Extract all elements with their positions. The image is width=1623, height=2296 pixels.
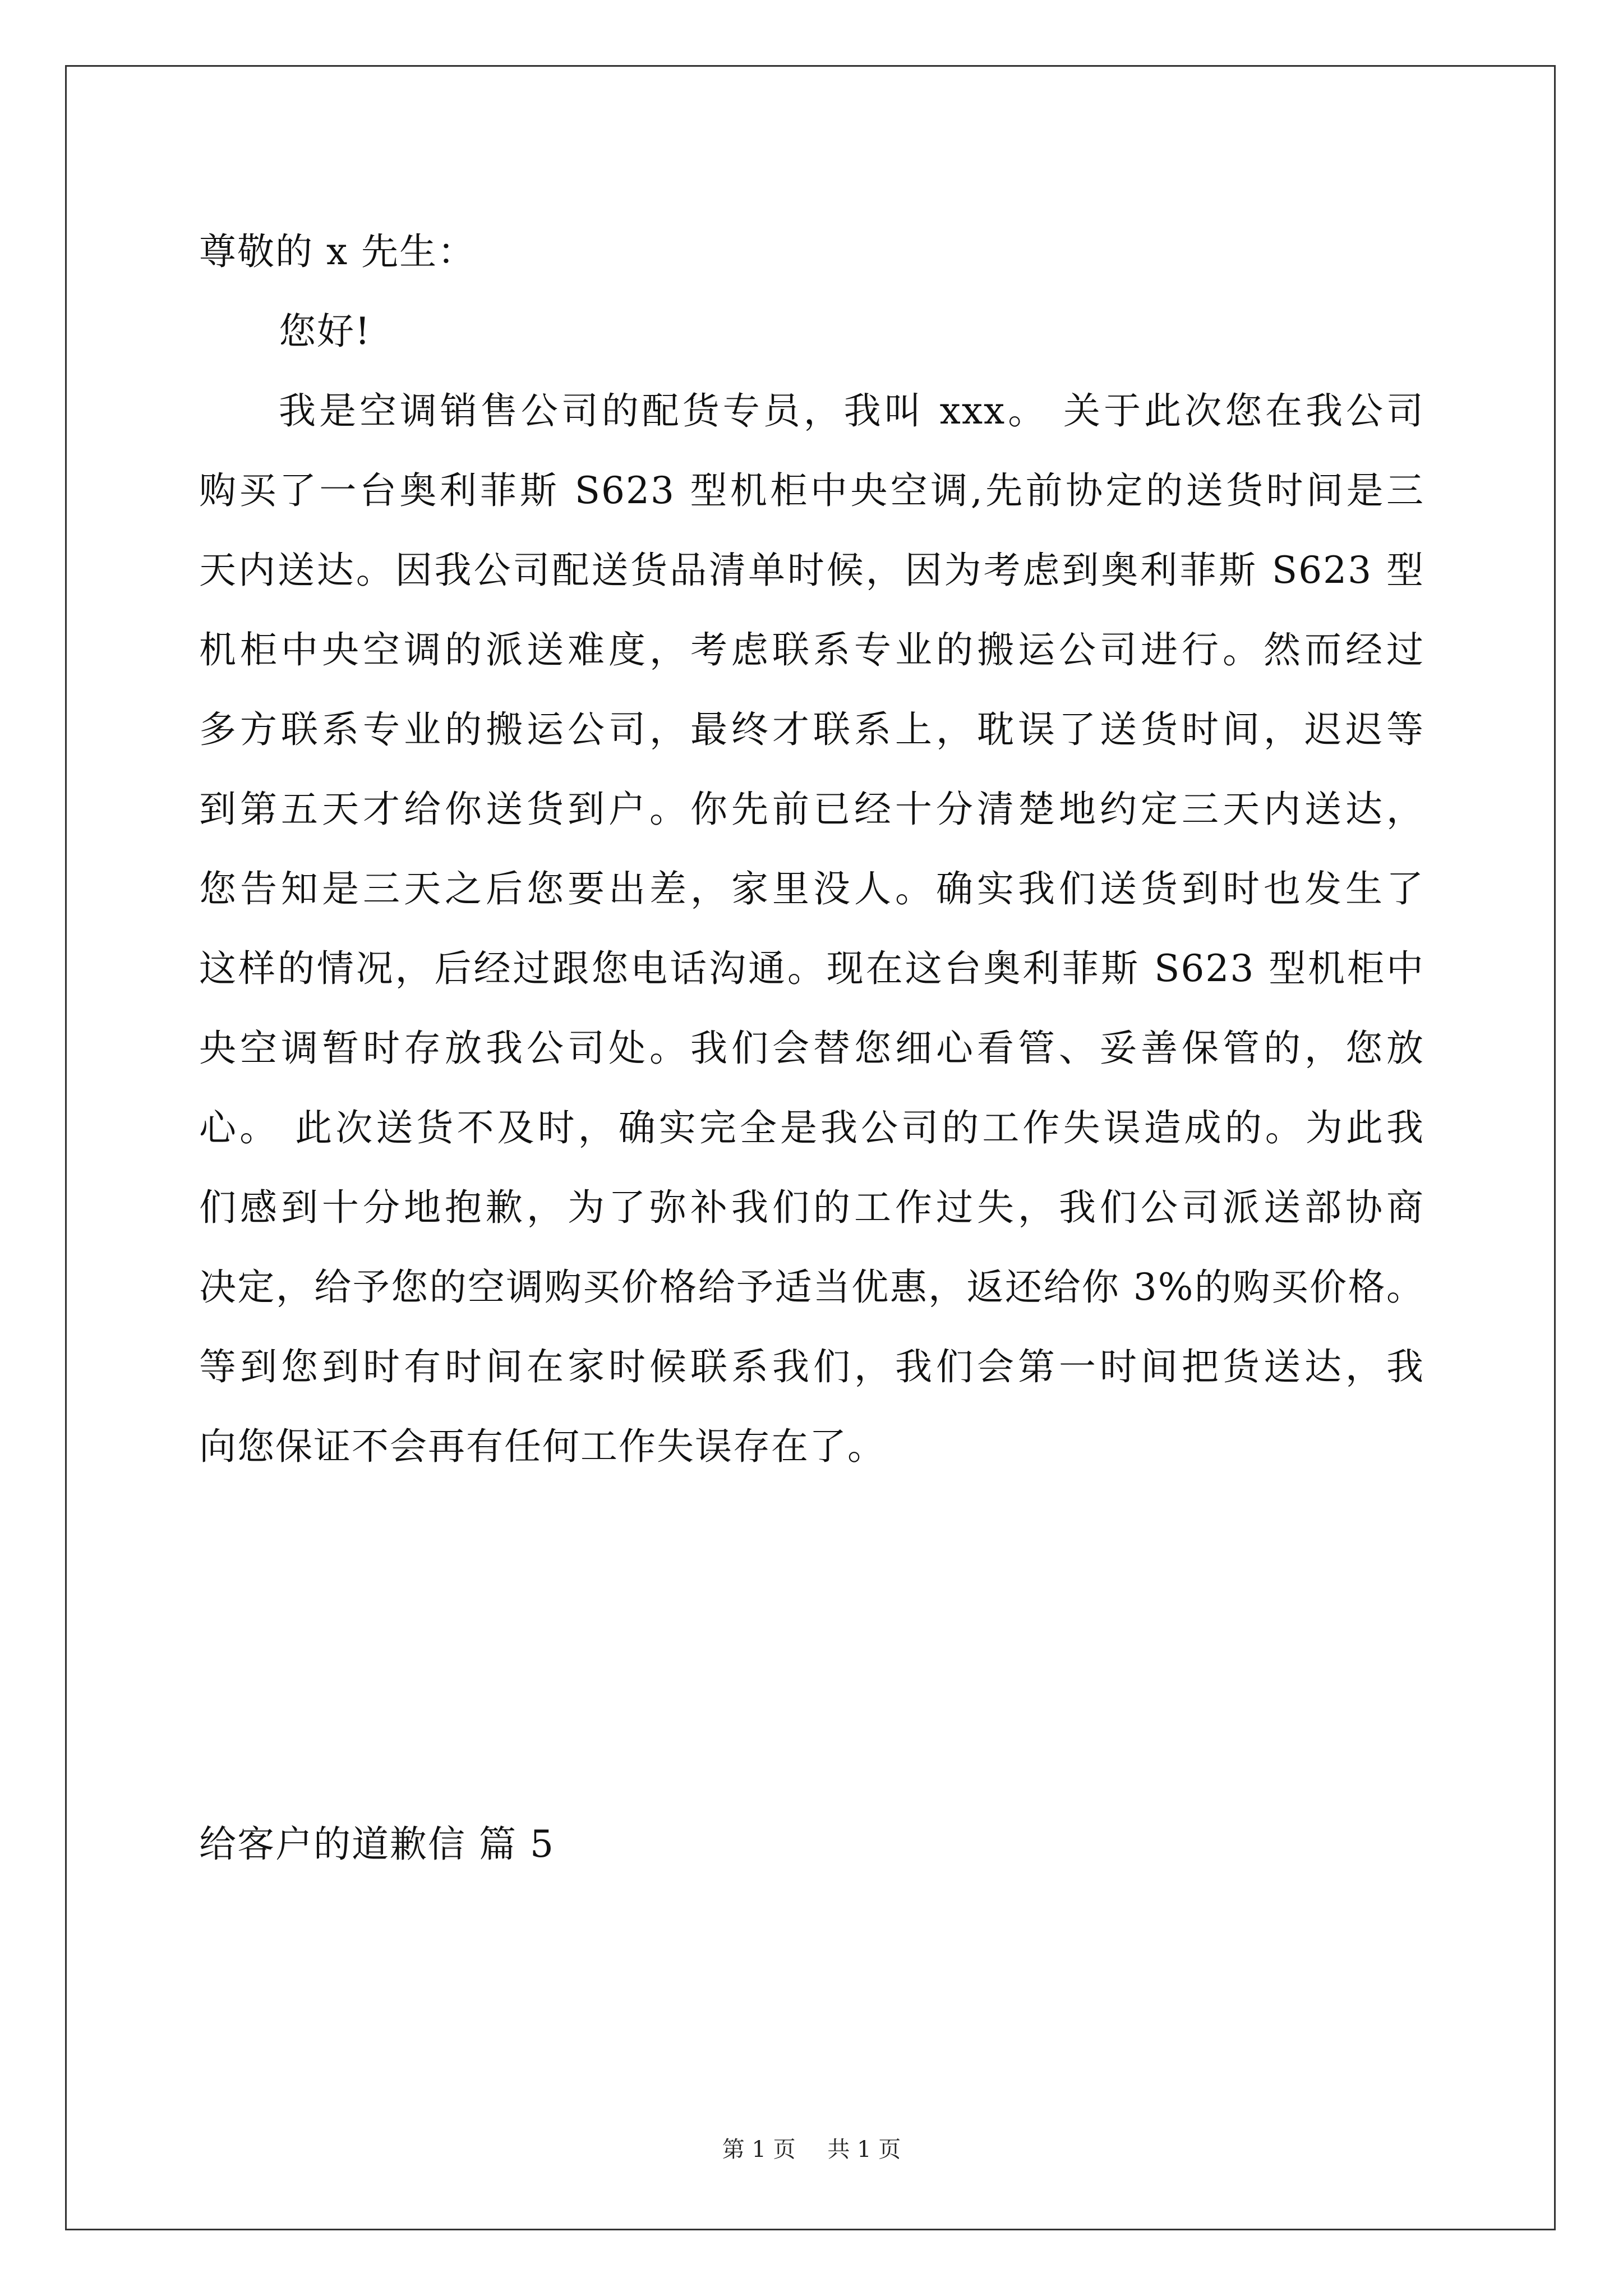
page-number: 第 1 页 [722,2137,796,2162]
paragraph-line: 决定，给予您的空调购买价格给予适当优惠，返还给你 3%的购买价格。 [199,1266,1424,1309]
paragraph-line: 您告知是三天之后您要出差，家里没人。确实我们送货到时也发生了 [199,867,1424,910]
salutation: 尊敬的 x 先生： [199,230,476,273]
paragraph-line: 心。 此次送货不及时，确实完全是我公司的工作失误造成的。为此我 [199,1106,1424,1149]
paragraph-line: 到第五天才给你送货到户。你先前已经十分清楚地约定三天内送达， [199,788,1424,831]
greeting: 您好! [279,310,371,353]
paragraph-line: 多方联系专业的搬运公司，最终才联系上，耽误了送货时间，迟迟等 [199,708,1424,751]
page-footer [0,2132,1623,2164]
paragraph-line: 购买了一台奥利菲斯 S623 型机柜中央空调,先前协定的送货时间是三 [199,469,1424,512]
paragraph-line: 们感到十分地抱歉，为了弥补我们的工作过失，我们公司派送部协商 [199,1186,1424,1229]
paragraph-line: 等到您到时有时间在家时候联系我们，我们会第一时间把货送达，我 [199,1345,1424,1388]
paragraph-line: 我是空调销售公司的配货专员，我叫 xxx。 关于此次您在我公司 [279,389,1424,432]
paragraph-line: 向您保证不会再有任何工作失误存在了。 [199,1425,886,1468]
section-heading: 给客户的道歉信 篇 5 [199,1823,555,1866]
main-paragraph [199,371,1424,1805]
paragraph-line: 天内送达。因我公司配送货品清单时候，因为考虑到奥利菲斯 S623 型 [199,549,1424,592]
page-count: 共 1 页 [827,2137,901,2162]
paragraph-line: 这样的情况，后经过跟您电话沟通。现在这台奥利菲斯 S623 型机柜中 [199,947,1424,990]
letter-body [199,212,1424,1884]
paragraph-line: 央空调暂时存放我公司处。我们会替您细心看管、妥善保管的，您放 [199,1027,1424,1070]
paragraph-line: 机柜中央空调的派送难度，考虑联系专业的搬运公司进行。然而经过 [199,628,1424,671]
